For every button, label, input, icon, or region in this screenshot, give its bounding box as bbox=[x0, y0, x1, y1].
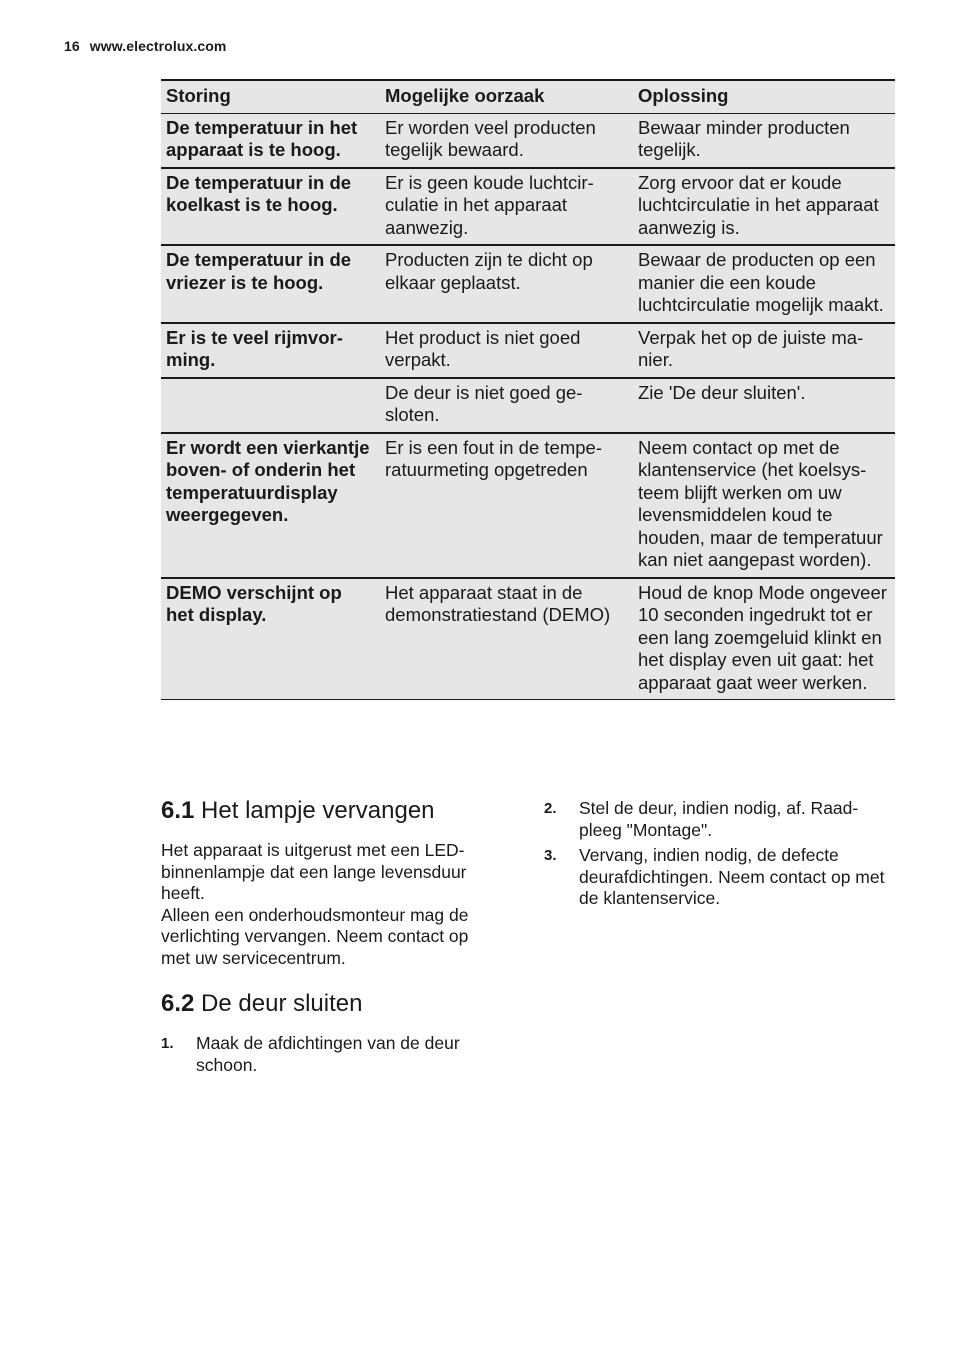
solution-cell: Zorg ervoor dat er koude luchtcirculatie in het apparaat aanwezig is. bbox=[638, 171, 879, 238]
cause-cell: Producten zijn te dicht op elkaar geplaatst. bbox=[385, 249, 593, 293]
cause-cell: Het product is niet goed verpakt. bbox=[385, 326, 581, 370]
header-oorzaak: Mogelijke oorzaak bbox=[385, 85, 545, 106]
solution-cell: Zie 'De deur sluiten'. bbox=[638, 381, 806, 403]
paragraph: Alleen een onderhoudsmonteur mag de verlichting vervangen. Neem contact op met uw servicecentrum. bbox=[161, 904, 469, 968]
solution-cell: Bewaar de producten op een manier die een koude luchtcirculatie mogelijk maakt. bbox=[638, 249, 884, 315]
step-number: 3. bbox=[544, 847, 557, 864]
section-title: Het lampje vervangen bbox=[201, 797, 435, 824]
page-header bbox=[64, 38, 226, 54]
solution-cell: Bewaar minder producten tegelijk. bbox=[638, 116, 850, 160]
troubleshooting-table bbox=[161, 79, 895, 700]
website-url: www.electrolux.com bbox=[89, 38, 227, 54]
table-row bbox=[161, 168, 895, 246]
section-title: De deur sluiten bbox=[201, 990, 363, 1017]
left-column bbox=[161, 796, 501, 1080]
list-item bbox=[161, 1033, 501, 1076]
section-number: 6.2 bbox=[161, 990, 195, 1017]
page-number: 16 bbox=[64, 38, 80, 54]
right-column bbox=[544, 798, 889, 914]
list-item bbox=[544, 845, 889, 910]
cause-cell: Het apparaat staat in de demonstratiestand (DEMO) bbox=[385, 581, 611, 625]
table-row bbox=[161, 245, 895, 323]
problem-cell: De temperatuur in het apparaat is te hoog. bbox=[166, 116, 358, 160]
solution-cell: Houd de knop Mode ongeveer 10 seconden ingedrukt tot er een lang zoemgeluid klinkt en het display even uit gaat: het apparaat gaat weer werken. bbox=[638, 581, 887, 693]
step-text: Maak de afdichtingen van de deur schoon. bbox=[196, 1033, 460, 1075]
table-row bbox=[161, 323, 895, 378]
table-row bbox=[161, 378, 895, 433]
steps-list-continued bbox=[544, 798, 889, 910]
table-row bbox=[161, 113, 895, 168]
problem-cell: De temperatuur in de koelkast is te hoog. bbox=[166, 171, 352, 215]
paragraph: Het apparaat is uitgerust met een LED-binnenlampje dat een lange levensduur heeft. bbox=[161, 840, 467, 903]
step-number: 2. bbox=[544, 800, 557, 817]
problem-cell: DEMO verschijnt op het display. bbox=[166, 581, 342, 625]
cause-cell: Er is geen koude luchtcirculatie in het apparaat aanwezig. bbox=[385, 171, 594, 238]
header-oplossing: Oplossing bbox=[638, 85, 729, 106]
problem-cell: Er is te veel rijmvorming. bbox=[166, 326, 343, 370]
section-6-2-heading bbox=[161, 989, 501, 1019]
list-item bbox=[544, 798, 889, 841]
section-number: 6.1 bbox=[161, 797, 195, 824]
problem-cell: De temperatuur in de vriezer is te hoog. bbox=[166, 249, 352, 293]
steps-list bbox=[161, 1033, 501, 1076]
cause-cell: Er worden veel producten tegelijk bewaard. bbox=[385, 116, 596, 160]
table-header-row bbox=[161, 80, 895, 113]
problem-cell bbox=[161, 378, 380, 433]
table-row bbox=[161, 578, 895, 700]
step-number: 1. bbox=[161, 1035, 174, 1052]
table-row bbox=[161, 433, 895, 578]
problem-cell: Er wordt een vierkantje boven- of onderin het temperatuurdisplay weergegeven. bbox=[166, 436, 370, 525]
cause-cell: De deur is niet goed gesloten. bbox=[385, 381, 583, 425]
solution-cell: Verpak het op de juiste manier. bbox=[638, 326, 864, 370]
section-6-1-heading bbox=[161, 796, 501, 826]
step-text: Vervang, indien nodig, de defecte deurafdichtingen. Neem contact op met de klantenservice. bbox=[579, 845, 885, 908]
solution-cell: Neem contact op met de klantenservice (het koelsysteem blijft werken om uw levensmiddelen koud te houden, maar de temperatuur kan niet aangepast worden). bbox=[638, 436, 883, 570]
cause-cell: Er is een fout in de temperatuurmeting opgetreden bbox=[385, 436, 602, 480]
step-text: Stel de deur, indien nodig, af. Raadpleeg "Montage". bbox=[579, 798, 859, 840]
header-storing: Storing bbox=[166, 85, 231, 106]
